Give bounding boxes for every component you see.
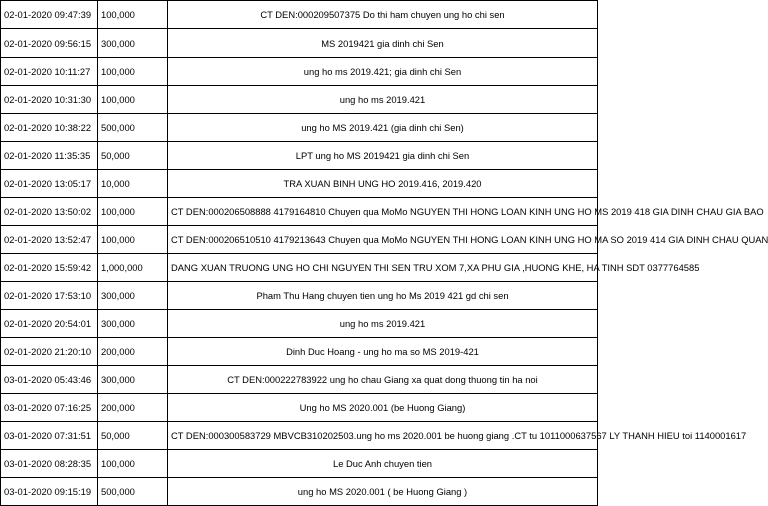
amount-cell: 300,000 (98, 366, 168, 394)
date-cell: 02-01-2020 15:59:42 (1, 254, 98, 282)
amount-cell: 200,000 (98, 338, 168, 366)
date-cell: 03-01-2020 08:28:35 (1, 450, 98, 478)
table-row (1, 170, 598, 198)
table-row (1, 1, 598, 29)
amount-cell: 1,000,000 (98, 254, 168, 282)
description-cell: DANG XUAN TRUONG UNG HO CHI NGUYEN THI SEN TRU XOM 7,XA PHU GIA ,HUONG KHE, HA TINH SDT 0377764585 (168, 254, 598, 282)
date-cell: 02-01-2020 09:47:39 (1, 1, 98, 29)
date-cell: 02-01-2020 09:56:15 (1, 29, 98, 58)
description-cell: CT DEN:000206508888 4179164810 Chuyen qua MoMo NGUYEN THI HONG LOAN KINH UNG HO MS 2019 418 GIA DINH CHAU GIA BAO (168, 198, 598, 226)
description-cell: Ung ho MS 2020.001 (be Huong Giang) (168, 394, 598, 422)
table-row (1, 142, 598, 170)
description-cell: Dinh Duc Hoang - ung ho ma so MS 2019-421 (168, 338, 598, 366)
amount-cell: 500,000 (98, 478, 168, 506)
amount-cell: 50,000 (98, 422, 168, 450)
table-row (1, 226, 598, 254)
amount-cell: 10,000 (98, 170, 168, 198)
date-cell: 03-01-2020 05:43:46 (1, 366, 98, 394)
table-row (1, 394, 598, 422)
description-cell: ung ho ms 2019.421; gia dinh chi Sen (168, 58, 598, 86)
amount-cell: 100,000 (98, 450, 168, 478)
description-cell: CT DEN:000206510510 4179213643 Chuyen qua MoMo NGUYEN THI HONG LOAN KINH UNG HO MA SO 2019 414 GIA DINH CHAU QUAN (168, 226, 598, 254)
description-cell: ung ho MS 2019.421 (gia dinh chi Sen) (168, 114, 598, 142)
amount-cell: 100,000 (98, 58, 168, 86)
table-row (1, 198, 598, 226)
description-cell: MS 2019421 gia dinh chi Sen (168, 29, 598, 58)
amount-cell: 100,000 (98, 1, 168, 29)
date-cell: 02-01-2020 10:11:27 (1, 58, 98, 86)
table-row (1, 450, 598, 478)
amount-cell: 300,000 (98, 29, 168, 58)
date-cell: 02-01-2020 10:38:22 (1, 114, 98, 142)
table-row (1, 29, 598, 58)
date-cell: 03-01-2020 07:31:51 (1, 422, 98, 450)
table-row (1, 58, 598, 86)
description-cell: CT DEN:000300583729 MBVCB310202503.ung ho ms 2020.001 be huong giang .CT tu 1011000637567 LY THANH HIEU toi 1140001617 (168, 422, 598, 450)
date-cell: 02-01-2020 13:52:47 (1, 226, 98, 254)
amount-cell: 500,000 (98, 114, 168, 142)
description-cell: CT DEN:000209507375 Do thi ham chuyen ung ho chi sen (168, 1, 598, 29)
date-cell: 02-01-2020 10:31:30 (1, 86, 98, 114)
amount-cell: 50,000 (98, 142, 168, 170)
description-cell: TRA XUAN BINH UNG HO 2019.416, 2019.420 (168, 170, 598, 198)
description-cell: Le Duc Anh chuyen tien (168, 450, 598, 478)
date-cell: 02-01-2020 11:35:35 (1, 142, 98, 170)
date-cell: 03-01-2020 09:15:19 (1, 478, 98, 506)
description-cell: Pham Thu Hang chuyen tien ung ho Ms 2019 421 gd chi sen (168, 282, 598, 310)
amount-cell: 100,000 (98, 198, 168, 226)
table-row (1, 338, 598, 366)
date-cell: 02-01-2020 21:20:10 (1, 338, 98, 366)
date-cell: 03-01-2020 07:16:25 (1, 394, 98, 422)
date-cell: 02-01-2020 20:54:01 (1, 310, 98, 338)
date-cell: 02-01-2020 13:05:17 (1, 170, 98, 198)
table-row (1, 254, 598, 282)
table-row (1, 114, 598, 142)
description-cell: ung ho ms 2019.421 (168, 310, 598, 338)
description-cell: ung ho ms 2019.421 (168, 86, 598, 114)
description-cell: ung ho MS 2020.001 ( be Huong Giang ) (168, 478, 598, 506)
amount-cell: 200,000 (98, 394, 168, 422)
date-cell: 02-01-2020 17:53:10 (1, 282, 98, 310)
table-row (1, 422, 598, 450)
table-row (1, 310, 598, 338)
description-cell: CT DEN:000222783922 ung ho chau Giang xa quat dong thuong tin ha noi (168, 366, 598, 394)
amount-cell: 300,000 (98, 310, 168, 338)
table-row (1, 478, 598, 506)
table-row (1, 282, 598, 310)
date-cell: 02-01-2020 13:50:02 (1, 198, 98, 226)
table-row (1, 366, 598, 394)
description-cell: LPT ung ho MS 2019421 gia dinh chi Sen (168, 142, 598, 170)
amount-cell: 100,000 (98, 86, 168, 114)
amount-cell: 100,000 (98, 226, 168, 254)
amount-cell: 300,000 (98, 282, 168, 310)
table-row (1, 86, 598, 114)
